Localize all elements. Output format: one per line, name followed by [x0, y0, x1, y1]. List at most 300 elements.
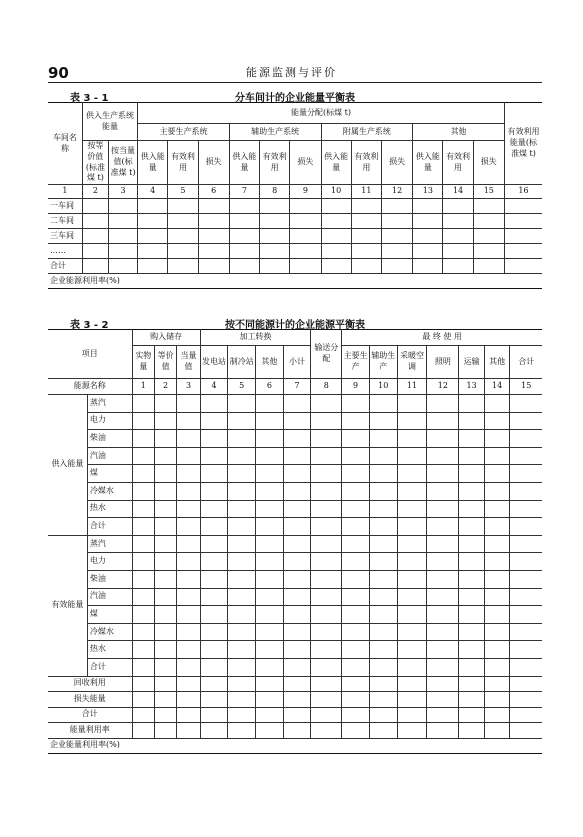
- t1-cell: [351, 244, 381, 259]
- t2-cell: [427, 553, 459, 571]
- t2-cell: [510, 606, 542, 624]
- t2-cell: [484, 553, 510, 571]
- t2-energy-type: 煤: [87, 465, 132, 483]
- t2-cell: [132, 500, 154, 518]
- t2-cell: [200, 692, 228, 708]
- t2-cell: [427, 658, 459, 676]
- t2-cell: [342, 482, 370, 500]
- t2-column-number: 11: [397, 379, 427, 395]
- t2-column-number: 15: [510, 379, 542, 395]
- t1-column-number: 11: [351, 185, 381, 199]
- t2-cell: [397, 658, 427, 676]
- table1-title: 分车间计的企业能量平衡表: [235, 93, 355, 104]
- t2-cell: [132, 658, 154, 676]
- t2-final-subheader: 采暖空调: [397, 346, 427, 379]
- t2-cell: [484, 395, 510, 413]
- t2-cell: [459, 412, 485, 430]
- table-row: [48, 658, 542, 676]
- t2-cell: [200, 723, 228, 739]
- t2-cell: [459, 658, 485, 676]
- t2-conversion-subheader: 其他: [256, 346, 284, 379]
- t2-cell: [484, 518, 510, 536]
- t2-cell: [369, 412, 397, 430]
- t1-supply-equiv-header: 按等价值(标准煤 t): [82, 141, 108, 185]
- t2-cell: [484, 588, 510, 606]
- t2-cell: [154, 606, 176, 624]
- t2-cell: [342, 692, 370, 708]
- t1-column-number: 2: [82, 185, 108, 199]
- table-row: [48, 606, 542, 624]
- t2-cell: [510, 500, 542, 518]
- t2-cell: [484, 482, 510, 500]
- t2-energy-type: 蒸汽: [87, 535, 132, 553]
- t2-cell: [177, 412, 200, 430]
- table1-number: 表 3 - 1: [70, 93, 109, 104]
- t1-cell: [138, 229, 168, 244]
- t1-cell: [351, 259, 381, 274]
- t1-column-number: 10: [321, 185, 351, 199]
- t2-cell: [177, 482, 200, 500]
- t2-energy-type: 汽油: [87, 447, 132, 465]
- table-row: [48, 395, 542, 413]
- t1-cell: [108, 244, 137, 259]
- t2-cell: [369, 641, 397, 659]
- t2-cell: [228, 641, 256, 659]
- t2-cell: [154, 723, 176, 739]
- t2-row-label: 损失能量: [48, 692, 132, 708]
- t2-cell: [397, 676, 427, 692]
- t2-column-number: 9: [342, 379, 370, 395]
- t2-cell: [342, 447, 370, 465]
- t2-cell: [283, 395, 311, 413]
- t2-cell: [342, 676, 370, 692]
- t2-cell: [177, 430, 200, 448]
- t2-cell: [427, 395, 459, 413]
- table-row: [48, 588, 542, 606]
- t2-cell: [132, 553, 154, 571]
- t2-energy-type: 柴油: [87, 570, 132, 588]
- t2-cell: [200, 553, 228, 571]
- t1-cell: [138, 244, 168, 259]
- t2-cell: [132, 570, 154, 588]
- t2-cell: [200, 412, 228, 430]
- t2-column-number: 3: [177, 379, 200, 395]
- t2-final-subheader: 主要生产: [342, 346, 370, 379]
- t1-cell: [381, 214, 412, 229]
- t1-cell: [321, 214, 351, 229]
- t2-column-number: 4: [200, 379, 228, 395]
- t2-cell: [256, 606, 284, 624]
- t1-cell: [351, 214, 381, 229]
- t2-cell: [256, 658, 284, 676]
- t2-cell: [342, 518, 370, 536]
- t2-cell: [256, 570, 284, 588]
- t1-system-header: 主要生产系统: [138, 124, 230, 141]
- t2-column-number-row: [48, 379, 542, 395]
- t2-cell: [459, 482, 485, 500]
- table1: [48, 102, 542, 289]
- t2-cell: [177, 692, 200, 708]
- t2-cell: [256, 500, 284, 518]
- t2-cell: [510, 465, 542, 483]
- t2-cell: [132, 588, 154, 606]
- t1-cell: [321, 199, 351, 214]
- t2-cell: [177, 623, 200, 641]
- t2-cell: [283, 707, 311, 723]
- t2-cell: [397, 482, 427, 500]
- t1-column-number: 4: [138, 185, 168, 199]
- t2-cell: [510, 395, 542, 413]
- t1-cell: [413, 244, 443, 259]
- t1-cell: [138, 199, 168, 214]
- table-row: [48, 412, 542, 430]
- t2-cell: [510, 518, 542, 536]
- t2-cell: [154, 658, 176, 676]
- t1-cell: [168, 259, 198, 274]
- t1-cell: [229, 244, 259, 259]
- t2-cell: [342, 570, 370, 588]
- table-row: [48, 553, 542, 571]
- t1-cell: [443, 244, 473, 259]
- t2-cell: [459, 606, 485, 624]
- t1-system-header: 附属生产系统: [321, 124, 413, 141]
- t2-cell: [427, 430, 459, 448]
- t2-row-label: 能量利用率: [48, 723, 132, 739]
- t2-cell: [228, 430, 256, 448]
- t2-cell: [283, 676, 311, 692]
- t1-cell: [504, 229, 542, 244]
- t1-cell: [82, 259, 108, 274]
- t1-cell: [168, 214, 198, 229]
- t1-column-number: 5: [168, 185, 198, 199]
- t2-cell: [132, 465, 154, 483]
- t2-cell: [510, 482, 542, 500]
- t2-cell: [132, 641, 154, 659]
- t2-cell: [200, 465, 228, 483]
- t1-sub-header: 有效利用: [351, 141, 381, 185]
- t2-cell: [342, 641, 370, 659]
- t1-cell: [229, 214, 259, 229]
- t2-cell: [459, 623, 485, 641]
- t1-column-number: 12: [381, 185, 412, 199]
- t2-cell: [177, 588, 200, 606]
- t1-distribution-header: 能量分配(标煤 t): [138, 103, 505, 124]
- t2-column-number: 2: [154, 379, 176, 395]
- t2-cell: [369, 482, 397, 500]
- t1-cell: [198, 244, 229, 259]
- table-row: [48, 465, 542, 483]
- t2-cell: [256, 412, 284, 430]
- t2-cell: [397, 412, 427, 430]
- t2-cell: [228, 570, 256, 588]
- t2-cell: [256, 723, 284, 739]
- t2-energy-type: 柴油: [87, 430, 132, 448]
- t2-cell: [177, 535, 200, 553]
- t2-cell: [342, 606, 370, 624]
- t1-cell: [290, 199, 321, 214]
- t2-energy-type: 冷媒水: [87, 482, 132, 500]
- t2-cell: [311, 395, 342, 413]
- t2-cell: [459, 641, 485, 659]
- table-row: [48, 535, 542, 553]
- table2: [48, 329, 542, 754]
- t2-cell: [132, 447, 154, 465]
- t1-cell: [198, 229, 229, 244]
- t2-cell: [311, 447, 342, 465]
- t2-cell: [256, 535, 284, 553]
- t2-cell: [427, 535, 459, 553]
- t2-cell: [256, 482, 284, 500]
- t2-cell: [283, 447, 311, 465]
- table-row: [48, 518, 542, 536]
- t2-cell: [397, 641, 427, 659]
- t2-cell: [311, 570, 342, 588]
- t2-cell: [200, 482, 228, 500]
- t1-cell: [290, 214, 321, 229]
- t2-cell: [311, 430, 342, 448]
- table-row: [48, 723, 542, 739]
- t2-cell: [459, 692, 485, 708]
- t1-cell: [108, 199, 137, 214]
- t1-system-header: 其他: [413, 124, 505, 141]
- t2-cell: [154, 518, 176, 536]
- t2-column-number: 1: [132, 379, 154, 395]
- t2-cell: [311, 723, 342, 739]
- t1-cell: [381, 259, 412, 274]
- t1-cell: [290, 259, 321, 274]
- t2-energy-type: 煤: [87, 606, 132, 624]
- t2-cell: [369, 447, 397, 465]
- table-row: [48, 570, 542, 588]
- t2-cell: [369, 676, 397, 692]
- t2-cell: [200, 395, 228, 413]
- t2-cell: [342, 723, 370, 739]
- table-row: [48, 676, 542, 692]
- t2-cell: [459, 588, 485, 606]
- t2-cell: [132, 430, 154, 448]
- t2-cell: [200, 518, 228, 536]
- t2-cell: [177, 658, 200, 676]
- t2-cell: [484, 500, 510, 518]
- t2-cell: [427, 465, 459, 483]
- t2-purchase-subheader: 实物量: [132, 346, 154, 379]
- t1-cell: [381, 199, 412, 214]
- t2-cell: [484, 658, 510, 676]
- t2-column-number: 14: [484, 379, 510, 395]
- t2-cell: [427, 707, 459, 723]
- t2-cell: [510, 412, 542, 430]
- t2-cell: [154, 430, 176, 448]
- t2-group-label: 有效能量: [48, 535, 87, 676]
- t2-cell: [311, 658, 342, 676]
- t2-cell: [369, 588, 397, 606]
- t2-cell: [484, 723, 510, 739]
- t2-cell: [459, 676, 485, 692]
- t1-column-number: 6: [198, 185, 229, 199]
- t2-cell: [132, 676, 154, 692]
- t1-cell: [504, 214, 542, 229]
- t1-row-label: 三车间: [48, 229, 82, 244]
- t1-sub-header: 损失: [473, 141, 504, 185]
- t2-cell: [154, 676, 176, 692]
- t2-cell: [154, 482, 176, 500]
- t2-cell: [132, 482, 154, 500]
- t2-column-number: 6: [256, 379, 284, 395]
- t2-group-label: 供入能量: [48, 395, 87, 536]
- t2-cell: [459, 518, 485, 536]
- t2-cell: [427, 412, 459, 430]
- t2-column-number: 7: [283, 379, 311, 395]
- t2-cell: [283, 570, 311, 588]
- t2-cell: [283, 430, 311, 448]
- t1-cell: [473, 244, 504, 259]
- t1-cell: [168, 199, 198, 214]
- page-number: 90: [48, 64, 69, 82]
- t2-final-subheader: 运输: [459, 346, 485, 379]
- t2-cell: [427, 723, 459, 739]
- t2-cell: [369, 692, 397, 708]
- t2-cell: [200, 606, 228, 624]
- table-row: [48, 214, 542, 229]
- t2-cell: [228, 482, 256, 500]
- t1-cell: [321, 229, 351, 244]
- t2-energy-type: 热水: [87, 641, 132, 659]
- t2-cell: [510, 641, 542, 659]
- t2-energy-type: 合计: [87, 658, 132, 676]
- t2-cell: [256, 518, 284, 536]
- t2-cell: [397, 570, 427, 588]
- t2-cell: [283, 723, 311, 739]
- t2-item-header: 项目: [48, 330, 132, 379]
- t1-cell: [82, 199, 108, 214]
- t1-cell: [504, 244, 542, 259]
- t2-cell: [342, 658, 370, 676]
- t1-cell: [443, 259, 473, 274]
- table-row: [48, 430, 542, 448]
- t1-sub-header: 损失: [381, 141, 412, 185]
- t2-footer: 企业能量利用率(%): [48, 738, 542, 753]
- t2-cell: [427, 676, 459, 692]
- t2-cell: [256, 447, 284, 465]
- t2-cell: [256, 676, 284, 692]
- t1-footer: 企业能源利用率(%): [48, 274, 542, 289]
- t2-cell: [311, 707, 342, 723]
- t2-cell: [154, 570, 176, 588]
- t2-energy-type: 蒸汽: [87, 395, 132, 413]
- t2-energy-type: 汽油: [87, 588, 132, 606]
- t2-cell: [154, 623, 176, 641]
- t2-cell: [397, 623, 427, 641]
- t2-cell: [132, 707, 154, 723]
- t2-cell: [228, 500, 256, 518]
- t1-cell: [108, 229, 137, 244]
- t1-cell: [443, 214, 473, 229]
- t2-cell: [228, 606, 256, 624]
- t2-cell: [256, 641, 284, 659]
- t2-cell: [369, 658, 397, 676]
- t2-cell: [311, 518, 342, 536]
- t2-cell: [256, 623, 284, 641]
- t2-cell: [459, 430, 485, 448]
- t2-cell: [177, 395, 200, 413]
- t2-cell: [369, 606, 397, 624]
- t2-cell: [397, 518, 427, 536]
- table-row: [48, 244, 542, 259]
- t2-cell: [510, 430, 542, 448]
- t2-cell: [459, 723, 485, 739]
- t1-workshop-header: 车间名称: [48, 103, 82, 185]
- t1-cell: [443, 229, 473, 244]
- t1-effective-header: 有效利用能量(标准煤 t): [504, 103, 542, 185]
- t1-cell: [198, 259, 229, 274]
- t2-cell: [484, 570, 510, 588]
- t2-purchase-subheader: 当量值: [177, 346, 200, 379]
- t2-cell: [397, 553, 427, 571]
- t2-cell: [342, 500, 370, 518]
- table2-title: 按不同能源计的企业能源平衡表: [225, 320, 365, 331]
- t2-row-label: 合计: [48, 707, 132, 723]
- t2-cell: [342, 465, 370, 483]
- t1-column-number: 7: [229, 185, 259, 199]
- t1-cell: [229, 259, 259, 274]
- t2-cell: [132, 518, 154, 536]
- t1-cell: [260, 214, 290, 229]
- t2-cell: [427, 482, 459, 500]
- t2-cell: [132, 623, 154, 641]
- t2-cell: [484, 430, 510, 448]
- t2-cell: [369, 570, 397, 588]
- t2-cell: [228, 676, 256, 692]
- t2-cell: [256, 553, 284, 571]
- t1-column-number: 9: [290, 185, 321, 199]
- t2-cell: [484, 535, 510, 553]
- t2-cell: [311, 676, 342, 692]
- t1-cell: [290, 229, 321, 244]
- t2-transport-header: 输送分配: [311, 330, 342, 379]
- t2-cell: [283, 658, 311, 676]
- t2-cell: [510, 553, 542, 571]
- t2-cell: [369, 500, 397, 518]
- t2-conversion-subheader: 发电站: [200, 346, 228, 379]
- t2-cell: [510, 570, 542, 588]
- t1-cell: [82, 214, 108, 229]
- t2-cell: [459, 465, 485, 483]
- t2-cell: [200, 535, 228, 553]
- t1-cell: [351, 229, 381, 244]
- t2-column-number: 8: [311, 379, 342, 395]
- t1-column-number: 3: [108, 185, 137, 199]
- t2-cell: [283, 553, 311, 571]
- t2-cell: [200, 707, 228, 723]
- t1-cell: [138, 259, 168, 274]
- t2-cell: [311, 623, 342, 641]
- t2-cell: [132, 535, 154, 553]
- t2-cell: [200, 658, 228, 676]
- t2-cell: [154, 588, 176, 606]
- t1-cell: [413, 214, 443, 229]
- t2-cell: [397, 707, 427, 723]
- t2-cell: [154, 395, 176, 413]
- t2-cell: [397, 723, 427, 739]
- t2-final-use-header: 最 终 使 用: [342, 330, 542, 346]
- t2-cell: [154, 641, 176, 659]
- table-row: [48, 707, 542, 723]
- t2-cell: [256, 430, 284, 448]
- t1-cell: [138, 214, 168, 229]
- t2-cell: [228, 707, 256, 723]
- t1-cell: [108, 259, 137, 274]
- t2-cell: [427, 692, 459, 708]
